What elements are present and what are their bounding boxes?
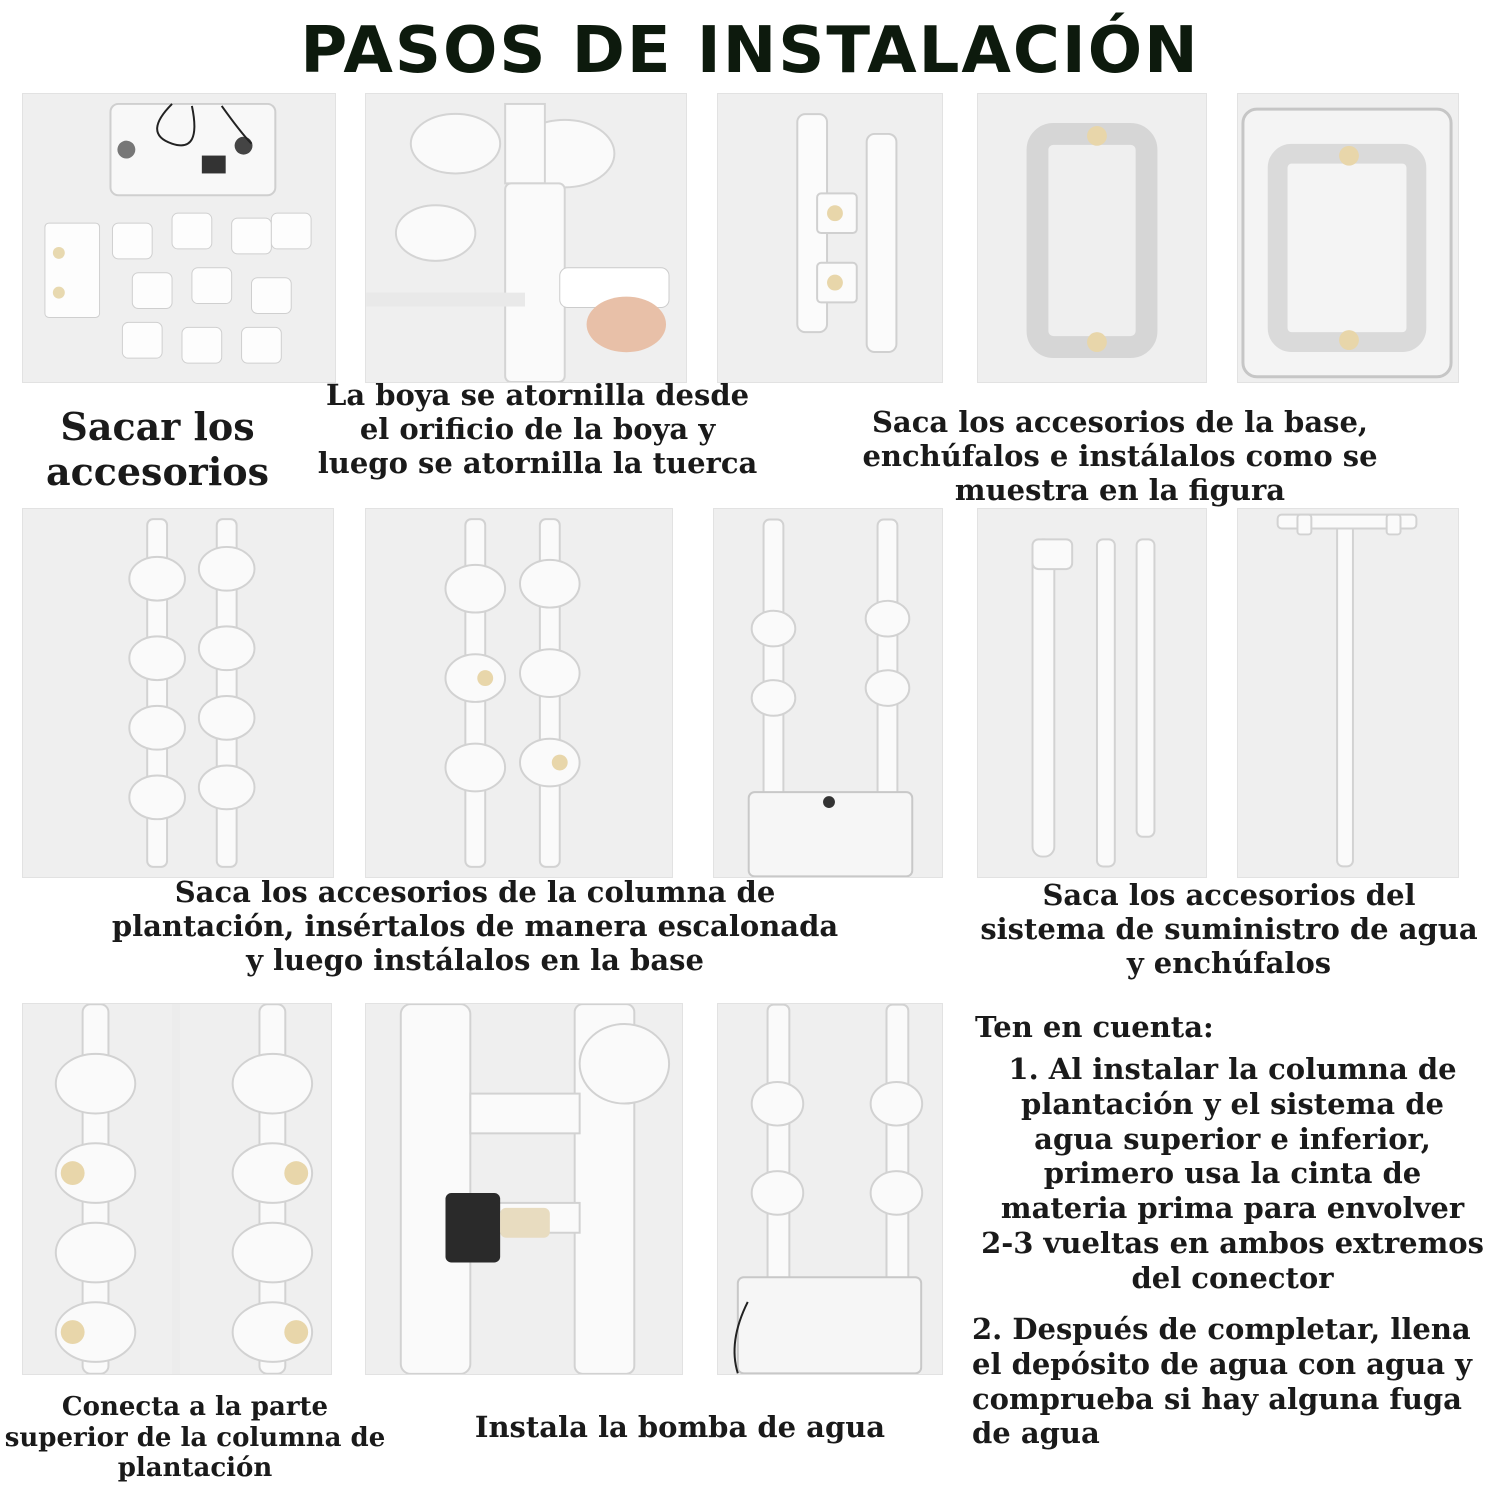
photo-accessories [22, 93, 336, 383]
photo-water-supply-1 [977, 508, 1207, 878]
notes-item-1: 1. Al instalar la columna de plantación y el sistema de agua superior e inferior, primero usa la cinta de materia prima para envolver 2-3 vueltas en ambos extremos del conector [981, 1052, 1484, 1295]
notes-item-2: 2. Después de completar, llena el depósito de agua con agua y comprueba si hay alguna fuga de agua [972, 1312, 1473, 1451]
caption-step1: Sacar los accesorios [45, 404, 269, 494]
caption-step6: Conecta a la parte superior de la columna de plantación [4, 1392, 386, 1484]
caption-step3: Saca los accesorios de la base, enchúfalos e instálalos como se muestra en la figura [862, 405, 1378, 508]
caption-step5: Saca los accesorios del sistema de suministro de agua y enchúfalos [980, 878, 1478, 981]
page-title: PASOS DE INSTALACIÓN [300, 14, 1200, 88]
photo-base-parts-1 [717, 93, 943, 383]
caption-step7: Instala la bomba de agua [474, 1410, 886, 1444]
photo-columns-2 [365, 508, 673, 878]
photo-columns-1 [22, 508, 334, 878]
photo-final-assembly [717, 1003, 943, 1375]
caption-step4: Saca los accesorios de la columna de plantación, insértalos de manera escalonada y luego instálalos en la base [111, 875, 839, 978]
notes-heading: Ten en cuenta: [975, 1010, 1214, 1044]
caption-step2: La boya se atornilla desde el orificio de la boya y luego se atornilla la tuerca [317, 378, 758, 481]
photo-base-installed [1237, 93, 1459, 383]
photo-water-pump [365, 1003, 683, 1375]
photo-base-parts-2 [977, 93, 1207, 383]
photo-water-supply-2 [1237, 508, 1459, 878]
photo-float-valve [365, 93, 687, 383]
photo-columns-base [713, 508, 943, 878]
photo-top-connection [22, 1003, 332, 1375]
